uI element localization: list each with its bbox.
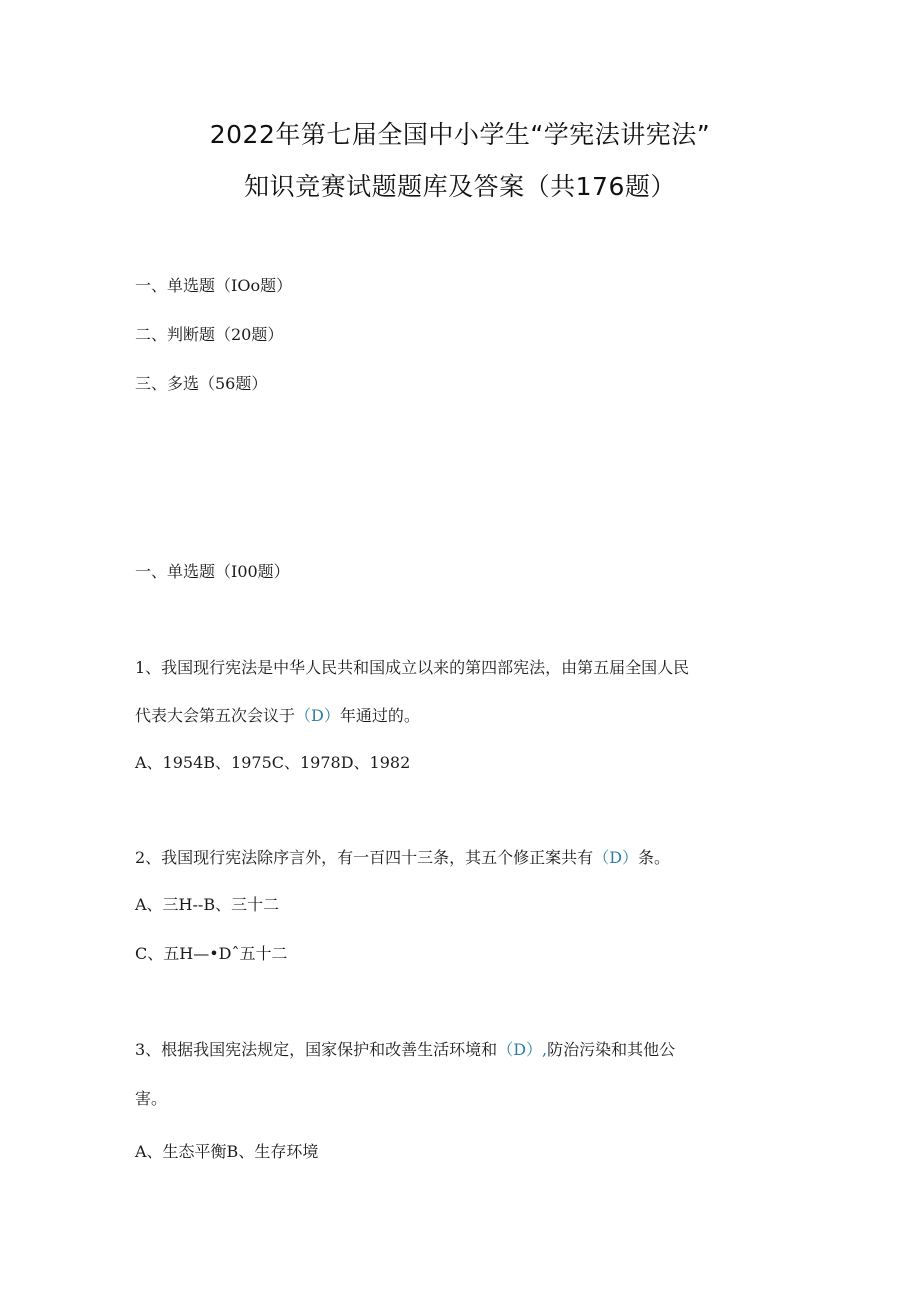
question-1-options: A、1954B、1975C、1978D、1982 [135,753,411,772]
question-1-text-end: 年通过的。 [339,706,420,725]
question-3-options: A、生态平衡B、生存环境 [135,1142,319,1161]
question-3-line-1 [135,1037,675,1060]
question-2-options-2: C、五H—•Dˆ五十二 [135,944,288,963]
question-2-text-end: 条。 [638,848,671,867]
question-2-text: 2、我国现行宪法除序言外，有一百四十三条，其五个修正案共有 [135,848,594,867]
toc-item-multiple-choice: 三、多选（56题） [135,374,268,393]
question-3-line-2: 害。 [135,1089,168,1108]
question-2-options-1: A、三H--B、三十二 [135,895,280,914]
question-2-answer: （D） [593,848,639,867]
question-1-text: 代表大会第五次会议于 [135,706,296,725]
question-2-line-1 [135,845,670,868]
toc-item-true-false: 二、判断题（20题） [135,325,284,344]
toc-item-single-choice: 一、单选题（IOo题） [135,276,293,295]
question-1-answer: （D） [295,706,340,725]
question-1-line-1: 1、我国现行宪法是中华人民共和国成立以来的第四部宪法，由第五届全国人民 [135,658,690,677]
question-3-answer: （D）, [497,1040,548,1059]
document-title-line-1: 2022年第七届全国中小学生“学宪法讲宪法” [209,120,711,149]
question-3-text-end: 防治污染和其他公 [547,1040,676,1059]
question-1-line-2 [135,703,420,726]
section-heading-single-choice: 一、单选题（I00题） [135,562,290,581]
document-title-line-2: 知识竞赛试题题库及答案（共176题） [244,172,676,201]
question-3-text: 3、根据我国宪法规定，国家保护和改善生活环境和 [135,1040,498,1059]
